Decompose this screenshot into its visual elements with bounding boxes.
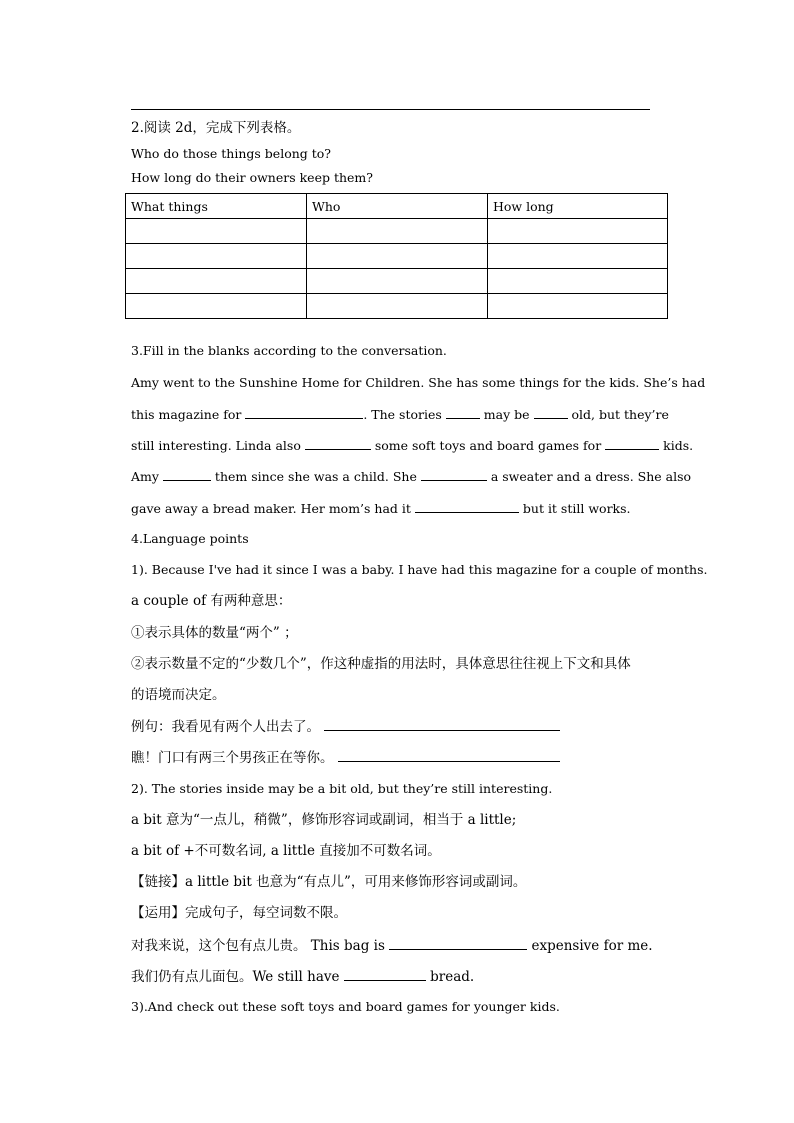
point2-sentence: 2). The stories inside may be a bit old, but they’re still interesting. bbox=[131, 781, 553, 796]
text: Amy bbox=[131, 469, 159, 484]
table-row bbox=[126, 219, 668, 244]
text: a sweater and a dress. She also bbox=[490, 469, 692, 484]
section2-question-1: Who do those things belong to? bbox=[131, 146, 331, 161]
blank-field[interactable] bbox=[324, 718, 560, 731]
section3-line-4 bbox=[131, 468, 691, 485]
blank-field[interactable] bbox=[344, 968, 426, 981]
table-row bbox=[126, 244, 668, 269]
blank-field[interactable] bbox=[338, 749, 560, 762]
blank-field[interactable] bbox=[446, 406, 480, 419]
text: some soft toys and board games for bbox=[374, 438, 602, 453]
point1-sentence: 1). Because I've had it since I was a baby. I have had this magazine for a couple of months. bbox=[131, 562, 708, 577]
table-cell[interactable] bbox=[126, 244, 307, 269]
section4-title: 4.Language points bbox=[131, 531, 249, 546]
blank-field[interactable] bbox=[389, 937, 527, 950]
text: expensive for me. bbox=[531, 938, 653, 954]
table-cell[interactable] bbox=[126, 219, 307, 244]
table-cell[interactable] bbox=[488, 219, 668, 244]
text: 例句：我看见有两个人出去了。 bbox=[131, 719, 320, 735]
table-cell[interactable] bbox=[488, 244, 668, 269]
text: 我们仍有点儿面包。We still have bbox=[131, 969, 340, 985]
table-cell[interactable] bbox=[488, 269, 668, 294]
text: 瞧！门口有两三个男孩正在等你。 bbox=[131, 750, 334, 766]
header-how-long: How long bbox=[488, 194, 668, 219]
blank-field[interactable] bbox=[415, 500, 519, 513]
top-divider bbox=[131, 109, 650, 110]
blank-field[interactable] bbox=[305, 437, 371, 450]
example-1 bbox=[131, 718, 560, 735]
section2-question-2: How long do their owners keep them? bbox=[131, 170, 373, 185]
text: . The stories bbox=[363, 407, 442, 422]
blank-field[interactable] bbox=[605, 437, 659, 450]
exercise-2 bbox=[131, 968, 474, 985]
blank-field[interactable] bbox=[163, 468, 211, 481]
point2-note-1: a bit 意为“一点儿，稍微”，修饰形容词或副词，相当于 a little; bbox=[131, 812, 517, 828]
table-cell[interactable] bbox=[307, 269, 488, 294]
table-cell[interactable] bbox=[307, 244, 488, 269]
text: may be bbox=[483, 407, 530, 422]
point1-meaning-2a: ②表示数量不定的“少数几个”，作这种虚指的用法时，具体意思往往视上下文和具体 bbox=[131, 656, 631, 672]
text: still interesting. Linda also bbox=[131, 438, 301, 453]
table-cell[interactable] bbox=[126, 294, 307, 319]
section3-line-2 bbox=[131, 406, 669, 423]
text: 对我来说，这个包有点儿贵。 This bag is bbox=[131, 938, 385, 954]
point3-sentence: 3).And check out these soft toys and board games for younger kids. bbox=[131, 999, 560, 1014]
table-cell[interactable] bbox=[307, 219, 488, 244]
text: gave away a bread maker. Her mom’s had it bbox=[131, 501, 411, 516]
link-note: 【链接】a little bit 也意为“有点儿”，可用来修饰形容词或副词。 bbox=[131, 874, 527, 890]
text: this magazine for bbox=[131, 407, 242, 422]
point2-note-2: a bit of +不可数名词, a little 直接加不可数名词。 bbox=[131, 843, 441, 859]
text: bread. bbox=[430, 969, 475, 985]
table-header-row bbox=[126, 194, 668, 219]
table-cell[interactable] bbox=[126, 269, 307, 294]
point1-meaning-1: ①表示具体的数量“两个” ； bbox=[131, 625, 298, 641]
table-cell[interactable] bbox=[307, 294, 488, 319]
header-what-things: What things bbox=[126, 194, 307, 219]
text: but it still works. bbox=[522, 501, 631, 516]
table-row bbox=[126, 294, 668, 319]
blank-field[interactable] bbox=[534, 406, 568, 419]
use-note: 【运用】完成句子，每空词数不限。 bbox=[131, 905, 347, 921]
text: old, but they’re bbox=[571, 407, 669, 422]
example-2 bbox=[131, 749, 560, 766]
table-cell[interactable] bbox=[488, 294, 668, 319]
section3-title: 3.Fill in the blanks according to the conversation. bbox=[131, 343, 447, 358]
things-table bbox=[125, 193, 668, 319]
blank-field[interactable] bbox=[245, 406, 363, 419]
section2-title: 2.阅读 2d，完成下列表格。 bbox=[131, 120, 301, 136]
exercise-1 bbox=[131, 937, 653, 954]
blank-field[interactable] bbox=[421, 468, 487, 481]
text: them since she was a child. She bbox=[214, 469, 417, 484]
point1-note: a couple of 有两种意思： bbox=[131, 593, 292, 609]
text: kids. bbox=[663, 438, 694, 453]
section3-line-3 bbox=[131, 437, 693, 454]
header-who: Who bbox=[307, 194, 488, 219]
point1-meaning-2b: 的语境而决定。 bbox=[131, 687, 226, 703]
table-row bbox=[126, 269, 668, 294]
section3-line-1: Amy went to the Sunshine Home for Children. She has some things for the kids. She’s had bbox=[131, 375, 706, 390]
section3-line-5 bbox=[131, 500, 631, 517]
